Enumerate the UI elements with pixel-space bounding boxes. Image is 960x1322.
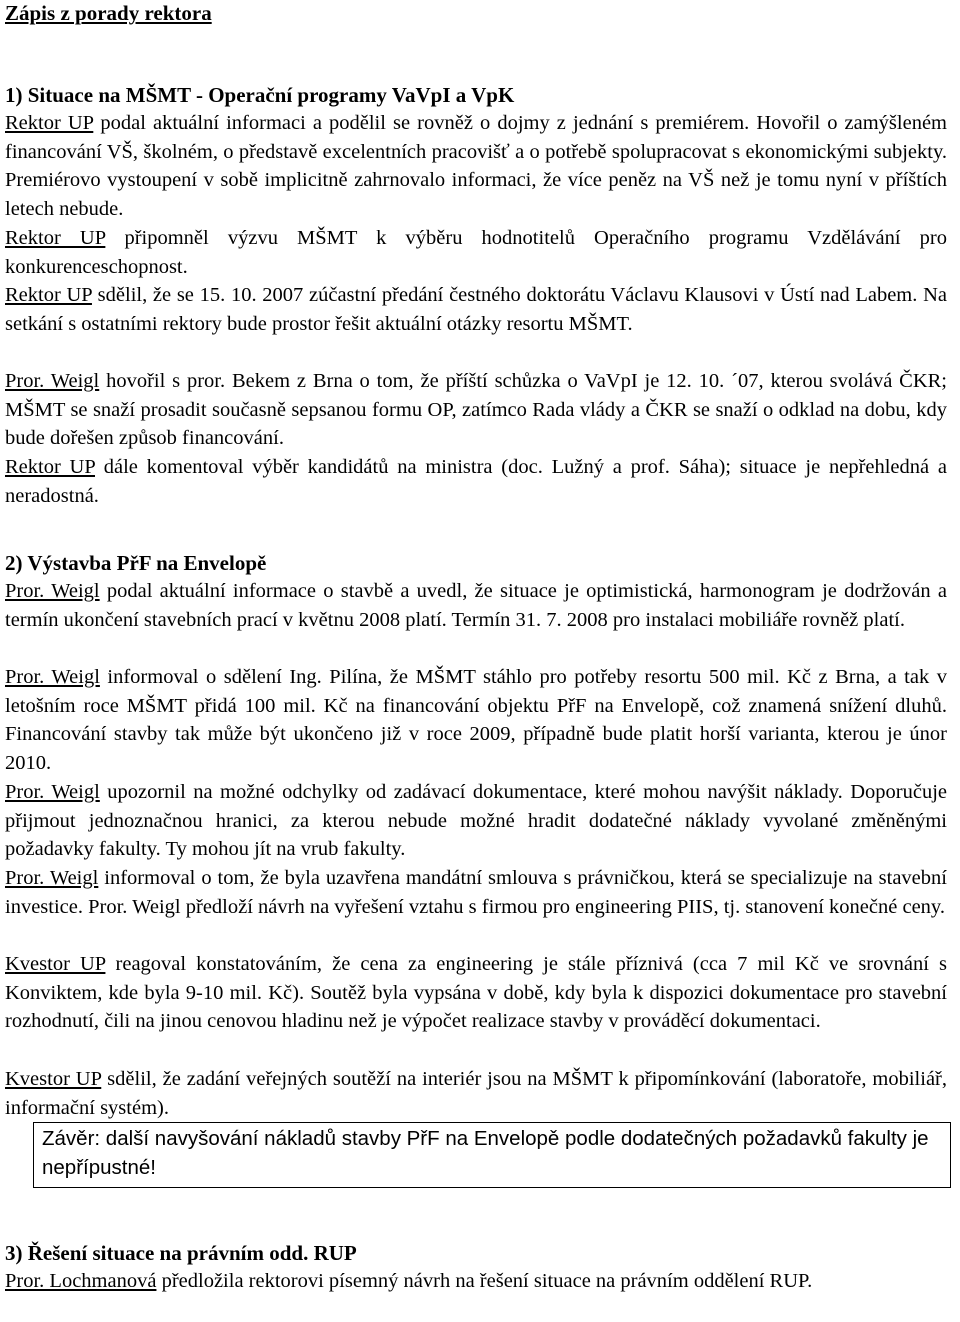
- paragraph-text: sdělil, že se 15. 10. 2007 zúčastní předání čestného doktorátu Václavu Klausovi v Ústí nad Labem. Na setkání s ostatními rektory bude prostor řešit aktuální otázky resortu MŠMT.: [5, 284, 947, 335]
- speaker-name: Pror. Weigl: [5, 666, 100, 688]
- section-2-heading: 2) Výstavba PřF na Envelopě: [5, 551, 267, 575]
- paragraph-text: informoval o tom, že byla uzavřena mandátní smlouva s právničkou, která se specializuje na stavební investice. Pror. Weigl předloží návrh na vyřešení vztahu s firmou pro engineering PIIS, tj. stanovení konečné ceny.: [5, 867, 947, 918]
- speaker-name: Pror. Weigl: [5, 370, 100, 392]
- paragraph-text: sdělil, že zadání veřejných soutěží na interiér jsou na MŠMT k připomínkování (laboratoře, mobiliář, informační systém).: [5, 1068, 947, 1119]
- speaker-name: Rektor UP: [5, 227, 106, 249]
- section-2-paragraph-6: [5, 1065, 947, 1122]
- speaker-name: Pror. Lochmanová: [5, 1270, 157, 1292]
- section-1-paragraph-1: [5, 109, 947, 224]
- paragraph-text: dále komentoval výběr kandidátů na ministra (doc. Lužný a prof. Sáha); situace je nepřehledná a neradostná.: [5, 456, 947, 507]
- section-1-heading: 1) Situace na MŠMT - Operační programy VaVpI a VpK: [5, 83, 515, 107]
- paragraph-text: podal aktuální informace o stavbě a uvedl, že situace je optimistická, harmonogram je dodržován a termín ukončení stavebních prací v květnu 2008 platí. Termín 31. 7. 2008 pro instalaci mobiliáře rovněž platí.: [5, 580, 947, 631]
- section-1-paragraph-2: [5, 224, 947, 281]
- paragraph-text: informoval o sdělení Ing. Pilína, že MŠMT stáhlo pro potřeby resortu 500 mil. Kč z Brna, a tak v letošním roce MŠMT přidá 100 mil. Kč na financování objektu PřF na Envelopě, což znamená snížení dluhů. Financování stavby tak může být ukončeno již v roce 2009, případně bude platit horší varianta, kterou je únor 2010.: [5, 666, 947, 775]
- speaker-name: Pror. Weigl: [5, 580, 100, 602]
- speaker-name: Kvestor UP: [5, 953, 106, 975]
- section-1-paragraph-4: [5, 367, 947, 453]
- document-title: Zápis z porady rektora: [5, 1, 212, 25]
- section-2-paragraph-2: [5, 663, 947, 778]
- paragraph-text: hovořil s pror. Bekem z Brna o tom, že příští schůzka o VaVpI je 12. 10. ´07, kterou svolává ČKR; MŠMT se snaží prosadit současně sepsanou formu OP, zatímco Rada vlády a ČKR se snaží o odklad na dobu, kdy bude dořešen způsob financování.: [5, 370, 947, 450]
- speaker-name: Rektor UP: [5, 284, 92, 306]
- section-2-paragraph-5: [5, 950, 947, 1036]
- section-1-paragraph-3: [5, 281, 947, 338]
- section-1-paragraph-5: [5, 453, 947, 510]
- section-2-paragraph-1: [5, 577, 947, 634]
- paragraph-text: reagoval konstatováním, že cena za engineering je stále příznivá (cca 7 mil Kč ve srovnání s Konviktem, kde byla 9-10 mil. Kč). Soutěž byla vypsána v době, kdy byla k dispozici dokumentace pro stavební rozhodnutí, čili na jinou cenovou hladinu než je výpočet realizace stavby v prováděcí dokumentaci.: [5, 953, 947, 1033]
- section-3-paragraph-1: [5, 1267, 947, 1296]
- paragraph-text: předložila rektorovi písemný návrh na řešení situace na právním oddělení RUP.: [156, 1270, 813, 1292]
- paragraph-text: podal aktuální informaci a podělil se rovněž o dojmy z jednání s premiérem. Hovořil o zamýšleném financování VŠ, školném, o představě excelentních pracovišť a o potřebě spolupracovat s ekonomickými subjekty. Premiérovo vystoupení v sobě implicitně zahrnovalo informaci, že více peněz na VŠ než je tomu nyní v příštích letech nebude.: [5, 112, 947, 221]
- conclusion-box: Závěr: další navyšování nákladů stavby PřF na Envelopě podle dodatečných požadavků fakulty je nepřípustné!: [33, 1122, 951, 1188]
- speaker-name: Rektor UP: [5, 456, 95, 478]
- speaker-name: Rektor UP: [5, 112, 94, 134]
- speaker-name: Pror. Weigl: [5, 781, 100, 803]
- paragraph-text: připomněl výzvu MŠMT k výběru hodnotitelů Operačního programu Vzdělávání pro konkurenceschopnost.: [5, 227, 947, 278]
- speaker-name: Kvestor UP: [5, 1068, 102, 1090]
- paragraph-text: upozornil na možné odchylky od zadávací dokumentace, které mohou navýšit náklady. Doporučuje přijmout jednoznačnou hranici, za kterou nebude možné hradit dodatečné náklady vyvolané změněnými požadavky fakulty. Ty mohou jít na vrub fakulty.: [5, 781, 947, 861]
- section-2-paragraph-3: [5, 778, 947, 864]
- speaker-name: Pror. Weigl: [5, 867, 99, 889]
- section-3-heading: 3) Řešení situace na právním odd. RUP: [5, 1241, 357, 1265]
- section-2-paragraph-4: [5, 864, 947, 921]
